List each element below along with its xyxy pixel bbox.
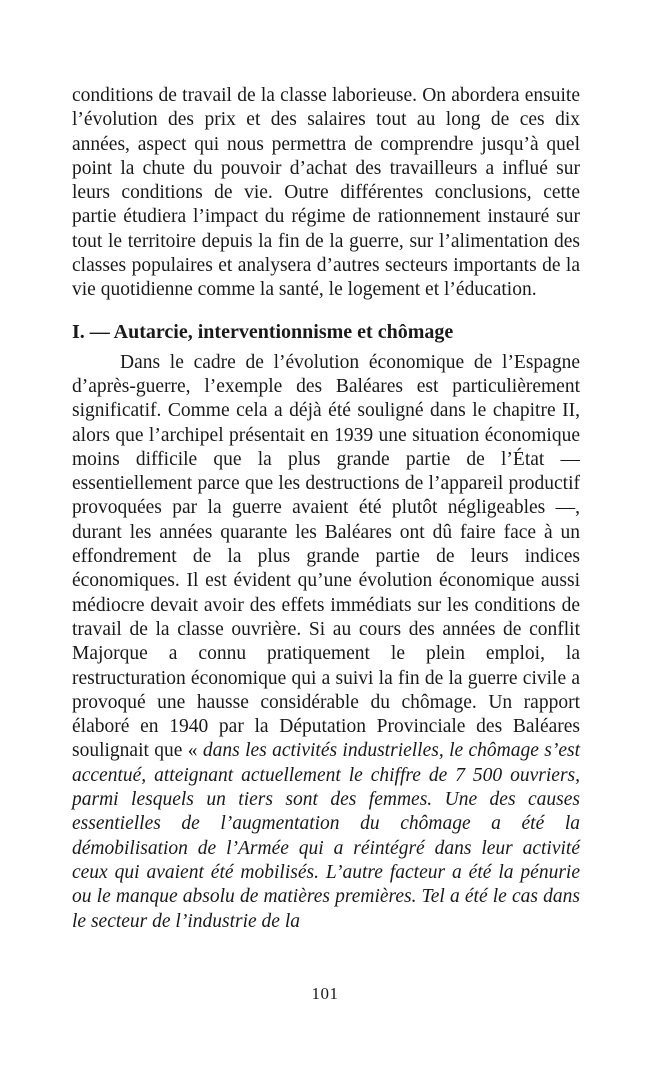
body-paragraph-quote: dans les activités industrielles, le chômage s’est accentué, atteignant actuellement le chiffre de 7 500 ouvriers, parmi lesquels un tiers sont des femmes. Une des causes essentielles de l’augmentation du chômage a été la démobilisation de l’Armée qui a réintégré dans leur activité ceux qui avaient été mobilisés. L’autre facteur a été la pénurie ou le manque absolu de matières premières. Tel a été le cas dans le secteur de l’industrie de la — [72, 740, 580, 932]
page-text-block — [72, 84, 580, 934]
body-paragraph-text: Dans le cadre de l’évolution économique de l’Espagne d’après-guerre, l’exemple des Baléares est particulièrement significatif. Comme cela a déjà été souligné dans le chapitre II, alors que l’archipel présentait en 1939 une situation économique moins difficile que la plus grande partie de l’État — essentiellement parce que les destructions de l’appareil productif provoquées par la guerre avaient été plutôt négligeables —, durant les années quarante les Baléares ont dû faire face à un effondrement de la plus grande partie de leurs indices économiques. Il est évident qu’une évolution économique aussi médiocre devait avoir des effets immédiats sur les conditions de travail de la classe ouvrière. Si au cours des années de conflit Majorque a connu pratiquement le plein emploi, la restructuration économique qui a suivi la fin de la guerre civile a provoqué une hausse considérable du chômage. Un rapport élaboré en 1940 par la Députation Provinciale des Baléares soulignait que « — [72, 351, 580, 762]
page-number: 101 — [311, 984, 339, 1003]
intro-paragraph: conditions de travail de la classe laborieuse. On abordera ensuite l’évolution des prix et des salaires tout au long de ces dix années, aspect qui nous permettra de comprendre jusqu’à quel point la chute du pouvoir d’achat des travailleurs a influé sur leurs conditions de vie. Outre différentes conclusions, cette partie étudiera l’impact du régime de rationnement instauré sur tout le territoire depuis la fin de la guerre, sur l’alimentation des classes populaires et analysera d’autres secteurs importants de la vie quotidienne comme la santé, le logement et l’éducation. — [72, 85, 580, 301]
body-paragraph — [72, 351, 580, 934]
section-heading: I. — Autarcie, interventionnisme et chômage — [72, 320, 454, 343]
